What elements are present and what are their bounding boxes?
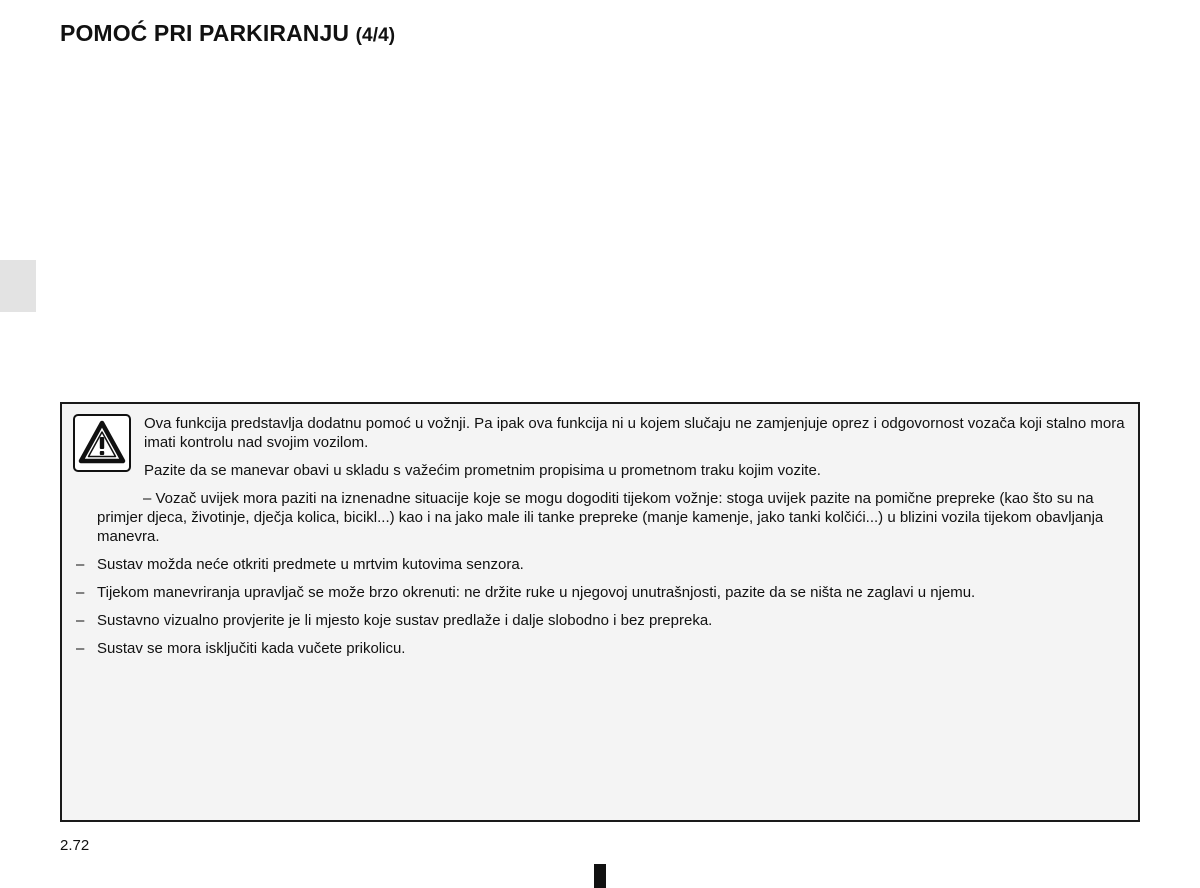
list-dash: – [76, 584, 85, 601]
list-dash: – [76, 612, 85, 629]
warning-box [60, 402, 1140, 822]
list-item [76, 555, 1128, 574]
section-tab-marker [0, 260, 36, 312]
list-item-text: Sustavno vizualno provjerite je li mjesto koje sustav predlaže i dalje slobodno i bez prepreka. [97, 612, 713, 629]
page-title [60, 19, 395, 50]
warning-paragraph: – Vozač uvijek mora paziti na iznenadne situacije koje se mogu dogoditi tijekom vožnje: stoga uvijek pazite na pomične prepreke (kao što su na primjer djeca, životinje, dječja kolica, bicikl...) kao i na jako male ili tanke prepreke (manje kamenje, jako tanki kolčići...) u blizini vozila tijekom obavljanja manevra. [97, 490, 1104, 545]
page-title-main: POMOĆ PRI PARKIRANJU [60, 20, 350, 46]
list-dash: – [76, 640, 85, 657]
list-item [76, 611, 1128, 630]
warning-paragraph: Ova funkcija predstavlja dodatnu pomoć u vožnji. Pa ipak ova funkcija ni u kojem slučaju ne zamjenjuje oprez i odgovornost vozača koji stalno mora imati kontrolu nad svojim vozilom. [144, 415, 1125, 451]
list-item-text: Sustav se mora isključiti kada vučete prikolicu. [97, 640, 406, 657]
list-item [76, 583, 1128, 602]
binding-mark [594, 864, 606, 888]
list-dash: – [76, 556, 85, 573]
page-number: 2.72 [60, 837, 90, 854]
warning-text [76, 414, 1128, 667]
warning-paragraph: Pazite da se manevar obavi u skladu s važećim prometnim propisima u prometnom traku kojim vozite. [144, 462, 821, 479]
list-item [76, 639, 1128, 658]
list-item-text: Tijekom manevriranja upravljač se može brzo okrenuti: ne držite ruke u njegovoj unutrašnjosti, pazite da se ništa ne zaglavi u njemu. [97, 584, 976, 601]
list-item-text: Sustav možda neće otkriti predmete u mrtvim kutovima senzora. [97, 556, 524, 573]
page-title-part: (4/4) [355, 25, 396, 46]
